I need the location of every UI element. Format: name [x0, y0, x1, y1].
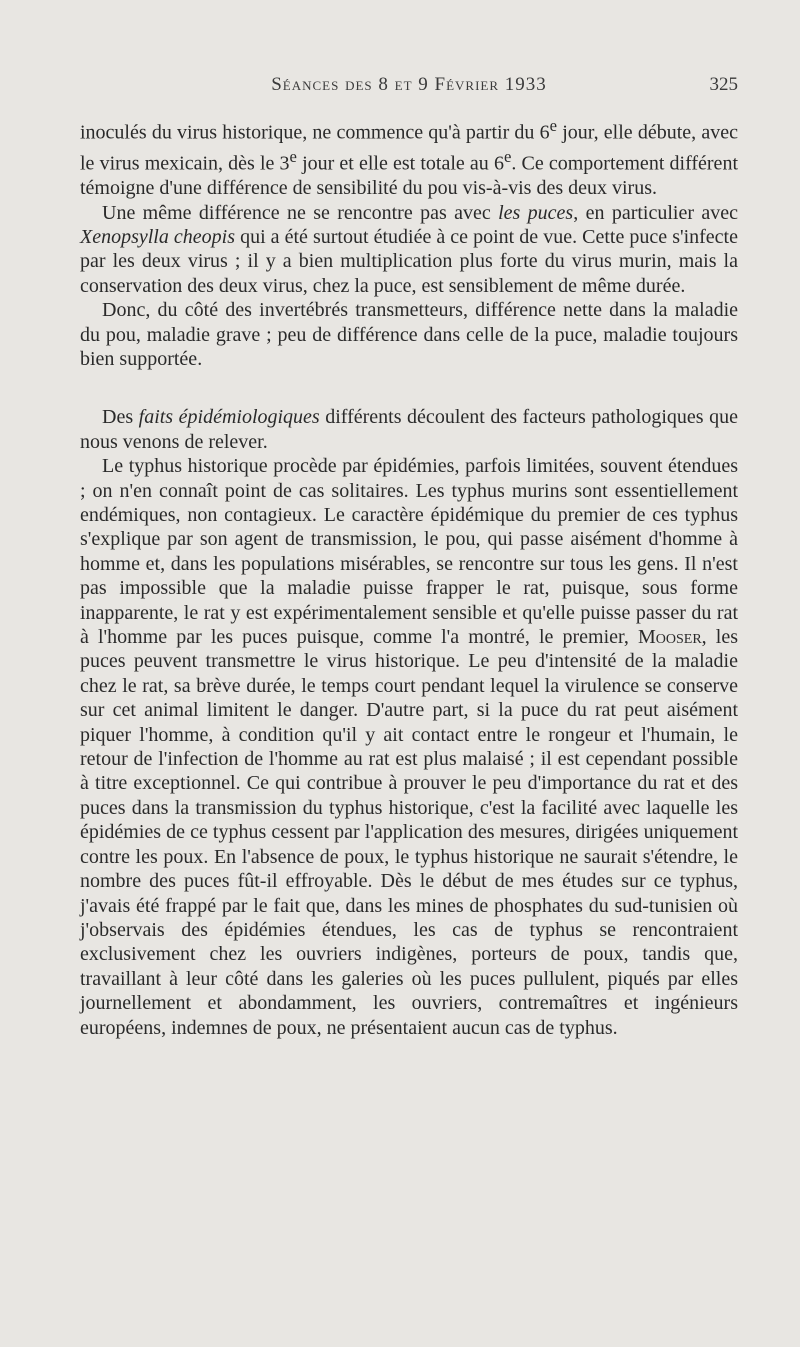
text-run: jour et elle est totale au 6	[296, 152, 504, 175]
italic-text: les puces	[498, 201, 574, 224]
paragraph	[80, 201, 738, 299]
paragraph	[80, 405, 738, 454]
text-run: , les puces peuvent transmettre le virus historique. Le peu d'intensité de la maladie chez le rat, sa brève durée, le temps court pendant lequel la virulence se conserve sur cet animal limitent le danger. D'autre part, si la puce du rat peut aisément piquer l'homme, à condition qu'il y ait contact entre le rongeur et l'humain, le retour de l'infection de l'homme au rat est plus malaisé ; il est cependant possible à titre exceptionnel. Ce qui contribue à prouver le peu d'importance du rat et des puces dans la transmission du typhus historique, c'est la facilité avec laquelle les épidémies de ce typhus cessent par l'application des mesures, dirigées uniquement contre les poux. En l'absence de poux, le typhus historique ne saurait s'étendre, le nombre des puces fût-il effroyable. Dès le début de mes études sur ce typhus, j'avais été frappé par le fait que, dans les mines de phosphates du sud-tunisien où j'observais des épidémies étendues, les cas de typhus se rencontraient exclusivement chez les ouvriers indigènes, porteurs de poux, tandis que, travaillant à leur côté dans les galeries où les puces pullulent, piqués par elles journellement et abondamment, les ouvriers, contremaîtres et ingénieurs européens, indemnes de poux, ne présentaient aucun cas de typhus.	[80, 626, 738, 1039]
superscript: e	[503, 147, 512, 167]
text-run: inoculés du virus historique, ne commence qu'à partir du 6	[80, 121, 550, 144]
body-text	[80, 114, 738, 1040]
running-header	[80, 74, 738, 114]
superscript: e	[549, 116, 558, 135]
text-run: qui a été surtout étudiée à ce point de vue. Cette puce s'infecte par les deux virus ; il y a bien multiplication plus forte du virus murin, mais la conservation des deux virus, chez la puce, est sensiblement de même durée.	[80, 225, 738, 297]
text-run: Une même différence ne se rencontre pas avec	[102, 201, 499, 224]
paragraph	[80, 454, 738, 1040]
page-number: 325	[709, 74, 738, 95]
paragraph	[80, 114, 738, 201]
text-run: . Ce comportement différent témoigne d'une différence de sensibilité du pou vis-à-vis des deux virus.	[80, 152, 738, 200]
text-run: Donc, du côté des invertébrés transmetteurs, différence nette dans la maladie du pou, maladie grave ; peu de différence dans celle de la puce, maladie toujours bien supportée.	[80, 299, 738, 370]
author-name: Mooser	[637, 626, 702, 649]
superscript: e	[289, 147, 297, 167]
text-run: jour, elle débute, avec le virus mexicain, dès le 3	[80, 121, 738, 175]
header-title: Séances des 8 et 9 Février 1933	[271, 74, 547, 95]
italic-text: faits épidémiologiques	[138, 406, 320, 429]
text-run: Le typhus historique procède par épidémies, parfois limitées, souvent étendues ; on n'en connaît point de cas solitaires. Les typhus murins sont essentiellement endémiques, non contagieux. Le caractère épidémique du premier de ces typhus s'explique par son agent de transmission, le pou, qui passe aisément d'homme à homme et, dans les populations misérables, se rencontre sur tous les gens. Il n'est pas impossible que la maladie puisse frapper le rat, puisque, sous forme inapparente, le rat y est expérimentalement sensible et qu'elle puisse passer du rat à l'homme par les puces puisque, comme l'a montré, le premier,	[80, 455, 738, 649]
text-run: différents découlent des facteurs pathologiques que nous venons de relever.	[80, 406, 738, 453]
text-run: Des	[102, 406, 139, 429]
italic-text: Xenopsylla cheopis	[80, 225, 236, 248]
text-run: , en particulier avec	[573, 201, 738, 224]
paragraph	[80, 298, 738, 371]
